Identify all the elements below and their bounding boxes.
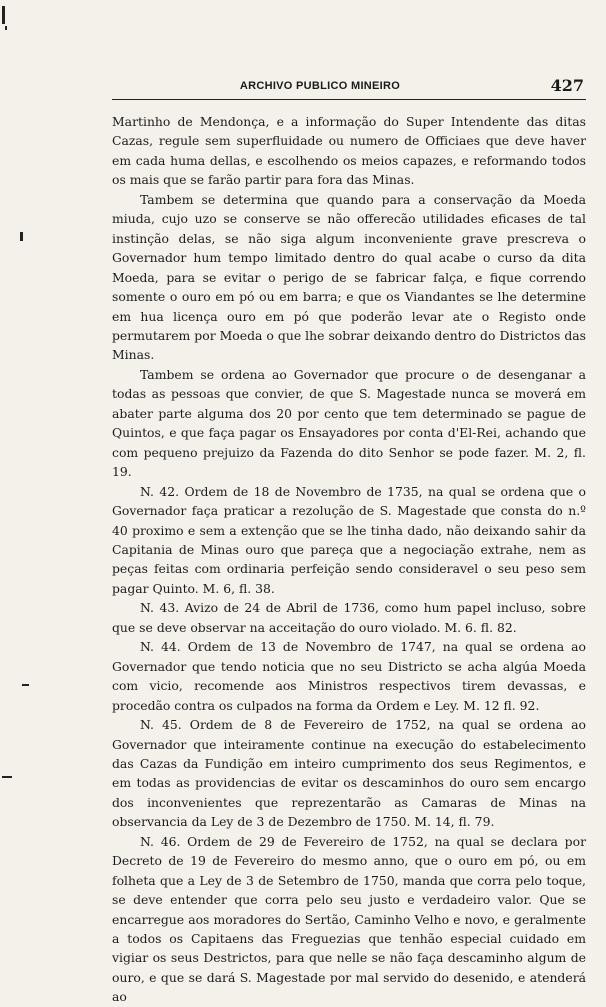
page-number: 427 bbox=[550, 76, 584, 95]
paragraph: Tambem se ordena ao Governador que procure o de desenganar a todas as pessoas que convier, de que S. Magestade nunca se moverá em abater parte alguma dos 20 por cento que tem determinado se pague de Quintos, e que faça pagar os Ensayadores por conta d'El-Rei, achando que com pequeno prejuizo da Fazenda do dito Senhor se pode fazer. M. 2, fl. 19. bbox=[112, 366, 586, 480]
margin-mark bbox=[20, 232, 23, 241]
margin-mark bbox=[2, 776, 12, 778]
paragraph: N. 42. Ordem de 18 de Novembro de 1735, na qual se ordena que o Governador faça praticar a rezolução de S. Magestade que consta do n.º 40 proximo e sem a extenção que se lhe tinha dado, não deixando sahir da Capitania de Minas ouro que pareça que a negociação extrahe, nem as peças feitas com ordinaria perfeição sendo consideravel o seu peso sem pagar Quinto. M. 6, fl. 38. bbox=[112, 483, 586, 596]
margin-mark bbox=[2, 6, 5, 24]
running-title: ARCHIVO PUBLICO MINEIRO bbox=[239, 80, 401, 92]
margin-mark bbox=[22, 684, 29, 686]
page-header bbox=[110, 76, 590, 98]
paragraph: Martinho de Mendonça, e a informação do Super Intendente das ditas Cazas, regule sem superfluidade ou numero de Officiaes que deve haver em cada huma dellas, e escolhendo os meios capazes, e reformando todos os mais que se farão partir para fora das Minas. bbox=[112, 114, 586, 188]
paragraph: N. 44. Ordem de 13 de Novembro de 1747, na qual se ordena ao Governador que tendo noticia que no seu Districto se acha algúa Moeda com vicio, recomende aos Ministros respectivos tirem devassas, e procedão contra os culpados na forma da Ordem e Ley. M. 12 fl. 92. bbox=[112, 639, 586, 713]
paragraph: N. 43. Avizo de 24 de Abril de 1736, como hum papel incluso, sobre que se deve observar na acceitação do ouro violado. M. 6. fl. 82. bbox=[112, 600, 586, 635]
paragraph: N. 45. Ordem de 8 de Fevereiro de 1752, na qual se ordena ao Governador que inteiramente continue na execução do estabelecimento das Cazas da Fundição em inteiro cumprimento dos seus Regimentos, e em todas as providencias de evitar os descaminhos do ouro sem encargo dos inconvenientes que reprezentarão as Camaras de Minas na observancia da Ley de 3 de Dezembro de 1750. M. 14, fl. 79. bbox=[112, 717, 586, 830]
document-body bbox=[112, 112, 586, 1007]
paragraph: Tambem se determina que quando para a conservação da Moeda miuda, cujo uzo se conserve se não offerecão utilidades eficases de tal instinção delas, se não siga algum inconveniente grave prescreva o Governador hum tempo limitado dentro do qual acabe o curso da dita Moeda, para se evitar o perigo de se fabricar falça, e fique correndo somente o ouro em pó ou em barra; e que os Viandantes se lhe determine em hua licença ouro em pó que poderão levar ate o Registo onde permutarem por Moeda o que lhe sobrar deixando dentro do Districtos das Minas. bbox=[112, 191, 586, 363]
paragraph: N. 46. Ordem de 29 de Fevereiro de 1752, na qual se declara por Decreto de 19 de Fevereiro do mesmo anno, que o ouro em pó, ou em folheta que a Ley de 3 de Setembro de 1750, manda que corra pelo toque, se deve entender que corra pelo seu justo e verdadeiro valor. Que se encarregue aos moradores do Sertão, Caminho Velho e novo, e geralmente a todos os Capitaens das Freguezias que tenhão especial cuidado em vigiar os seus Destrictos, para que nelle se não faça descaminho algum de ouro, e que se dará S. Magestade por mal servido do desenido, e atenderá ao bbox=[112, 833, 586, 1005]
margin-mark bbox=[5, 26, 7, 30]
header-rule bbox=[112, 99, 586, 100]
